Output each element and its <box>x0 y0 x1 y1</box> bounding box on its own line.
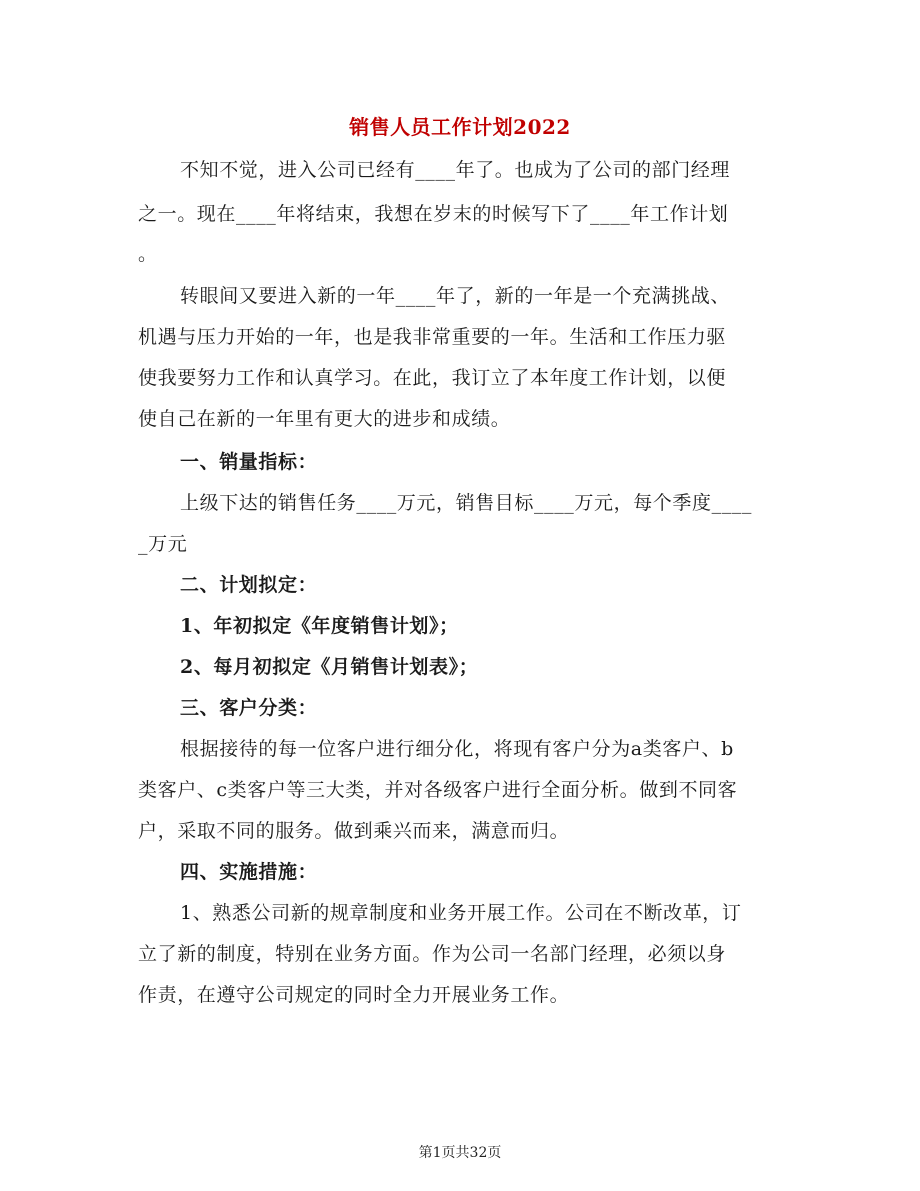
paragraph-line: 之一。现在____年将结束，我想在岁末的时候写下了____年工作计划 <box>138 203 729 225</box>
paragraph-line: 。 <box>138 243 158 265</box>
page-footer: 第1页共32页 <box>418 1145 502 1161</box>
paragraph-line: 转眼间又要进入新的一年____年了，新的一年是一个充满挑战、 <box>180 285 731 307</box>
paragraph-line: 使自己在新的一年里有更大的进步和成绩。 <box>138 408 511 430</box>
section-heading: 四、实施措施： <box>180 861 318 883</box>
list-item: 2、每月初拟定《月销售计划表》； <box>180 656 479 678</box>
paragraph-line: 立了新的制度，特别在业务方面。作为公司一名部门经理，必须以身 <box>138 943 727 965</box>
section-heading: 二、计划拟定： <box>180 574 318 596</box>
paragraph-line: 1、熟悉公司新的规章制度和业务开展工作。公司在不断改革，订 <box>180 902 742 924</box>
paragraph-line: 上级下达的销售任务____万元，销售目标____万元，每个季度____ <box>180 492 753 514</box>
paragraph-line: 户，采取不同的服务。做到乘兴而来，满意而归。 <box>138 820 570 842</box>
document-title: 销售人员工作计划2022 <box>349 115 571 139</box>
paragraph-line: 使我要努力工作和认真学习。在此，我订立了本年度工作计划，以便 <box>138 367 727 389</box>
paragraph-line: 不知不觉，进入公司已经有____年了。也成为了公司的部门经理 <box>180 159 731 181</box>
paragraph-line: 机遇与压力开始的一年，也是我非常重要的一年。生活和工作压力驱 <box>138 326 727 348</box>
paragraph-line: 根据接待的每一位客户进行细分化，将现有客户分为a类客户、b <box>180 738 734 760</box>
paragraph-line: 类客户、c类客户等三大类，并对各级客户进行全面分析。做到不同客 <box>138 779 738 801</box>
paragraph-line: _万元 <box>138 533 188 555</box>
section-heading: 一、销量指标： <box>180 451 318 473</box>
list-item: 1、年初拟定《年度销售计划》； <box>180 615 459 637</box>
paragraph-line: 作责，在遵守公司规定的同时全力开展业务工作。 <box>138 984 570 1006</box>
section-heading: 三、客户分类： <box>180 697 318 719</box>
